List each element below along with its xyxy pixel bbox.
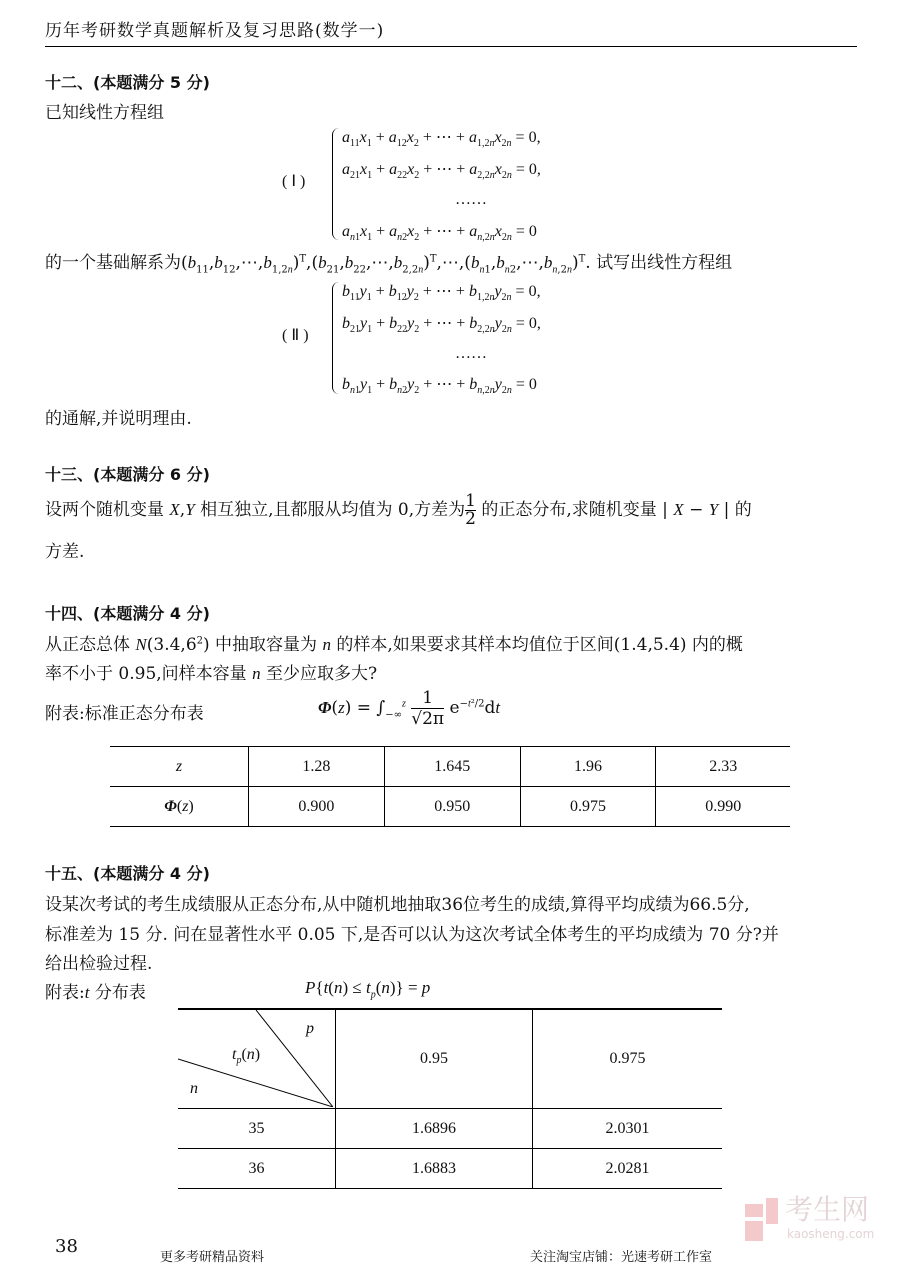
logo-mark [745,1221,763,1241]
q12-middle-text: 的一个基础解系为$(b_{11},b_{12},\cdots,b_{1,2n})^T,(b_{21},b_{22},\cdots,b_{2,2n})^T,\cdots,(b_{n1},b_{n2},\cdots,b_{n,2n})^T$. 试写出线性方程组 [45,253,733,276]
system-1-brace [332,128,339,240]
table-row [110,787,790,827]
watermark-logo [745,1193,885,1242]
equation: $a_{11}x_1 + a_{12}x_2$ + ⋯ + $a_{1,2n}x_{2n} = 0$, [342,129,541,150]
page-number: 38 [55,1236,78,1257]
column-header: 0.975 [533,1009,723,1109]
q14-table-caption: 附表:标准正态分布表 [45,704,204,724]
logo-mark [745,1204,763,1217]
q13-heading: 十三、(本题满分 6 分) [45,465,210,484]
table-row [178,1109,722,1149]
cell: 0.975 [520,787,656,827]
cell: 1.96 [520,747,656,787]
diagonal-header-cell [178,1009,336,1109]
t-distribution-table [178,1008,722,1189]
equation: $b_{11}y_1 + b_{12}y_2$ + ⋯ + $b_{1,2n}y_{2n} = 0$, [342,283,541,304]
system-2-brace [332,282,339,394]
cell: 2.0281 [533,1149,723,1189]
q15-heading: 十五、(本题满分 4 分) [45,864,210,883]
row-header: Φ(z) [110,787,249,827]
q13-line2: 方差. [45,542,85,562]
row-header: 36 [178,1149,336,1189]
equation: $b_{n1}y_1 + b_{n2}y_2$ + ⋯ + $b_{n,2n}y_{2n} = 0$ [342,376,537,397]
cell: 0.990 [656,787,790,827]
column-header: 0.95 [336,1009,533,1109]
q15-line1: 设某次考试的考生成绩服从正态分布,从中随机地抽取36位考生的成绩,算得平均成绩为66.5分, [45,895,750,915]
q12-heading: 十二、(本题满分 5 分) [45,73,210,92]
q15-table-caption: 附表:t 分布表 [45,983,146,1003]
q12-end: 的通解,并说明理由. [45,409,192,429]
normal-table [110,746,790,827]
equation: $a_{n1}x_1 + a_{n2}x_2$ + ⋯ + $a_{n,2n}x_{2n} = 0$ [342,223,537,244]
cell: 2.0301 [533,1109,723,1149]
running-header: 历年考研数学真题解析及复习思路(数学一) [45,21,385,41]
footer-right: 关注淘宝店铺：光速考研工作室 [530,1250,713,1265]
cell: 0.950 [384,787,520,827]
logo-text: 考生网 [785,1193,870,1226]
corner-p: p [306,1020,314,1037]
t-distribution-formula: $P\{t(n) \le t_p(n)\} = p$ [305,978,431,1001]
equation-ellipsis: …… [455,345,487,362]
table-row [110,747,790,787]
row-header: z [110,747,249,787]
q13-line1: 设两个随机变量 X,Y 相互独立,且都服从均值为 0,方差为1 2 的正态分布,求随机变量 | X − Y | 的 [45,491,752,529]
corner-n: n [190,1080,198,1097]
cell: 1.28 [249,747,385,787]
row-header: 35 [178,1109,336,1149]
logo-url: kaosheng.com [787,1227,875,1241]
cell: 2.33 [656,747,790,787]
system-1-label: ( Ⅰ ) [282,173,306,190]
q14-line1: 从正态总体 N(3.4,6$^2$) 中抽取容量为 n 的样本,如果要求其样本均值位于区间(1.4,5.4) 内的概 [45,635,743,655]
cell: 1.645 [384,747,520,787]
q12-intro: 已知线性方程组 [45,103,164,123]
table-row [178,1149,722,1189]
q15-line3: 给出检验过程. [45,954,153,974]
q14-line2: 率不小于 0.95,问样本容量 n 至少应取多大? [45,664,378,684]
header-rule [45,46,857,47]
cell: 0.900 [249,787,385,827]
q14-heading: 十四、(本题满分 4 分) [45,604,210,623]
logo-mark [766,1198,778,1224]
equation: $a_{21}x_1 + a_{22}x_2$ + ⋯ + $a_{2,2n}x_{2n} = 0$, [342,161,541,182]
footer-left: 更多考研精品资料 [160,1250,265,1265]
system-2-label: ( Ⅱ ) [282,327,309,344]
q15-line2: 标准差为 15 分. 问在显著性水平 0.05 下,是否可以认为这次考试全体考生的平均成绩为 70 分?并 [45,925,779,945]
table-row [178,1009,722,1109]
corner-t: $t_p(n)$ [232,1046,261,1067]
normal-cdf-formula: $\Phi(z) = \int_{-\infty}^z$ 1 √2π $e^{-t^2/2}dt$ [318,688,501,729]
cell: 1.6883 [336,1149,533,1189]
equation: $b_{21}y_1 + b_{22}y_2$ + ⋯ + $b_{2,2n}y_{2n} = 0$, [342,315,541,336]
cell: 1.6896 [336,1109,533,1149]
equation-ellipsis: …… [455,191,487,208]
